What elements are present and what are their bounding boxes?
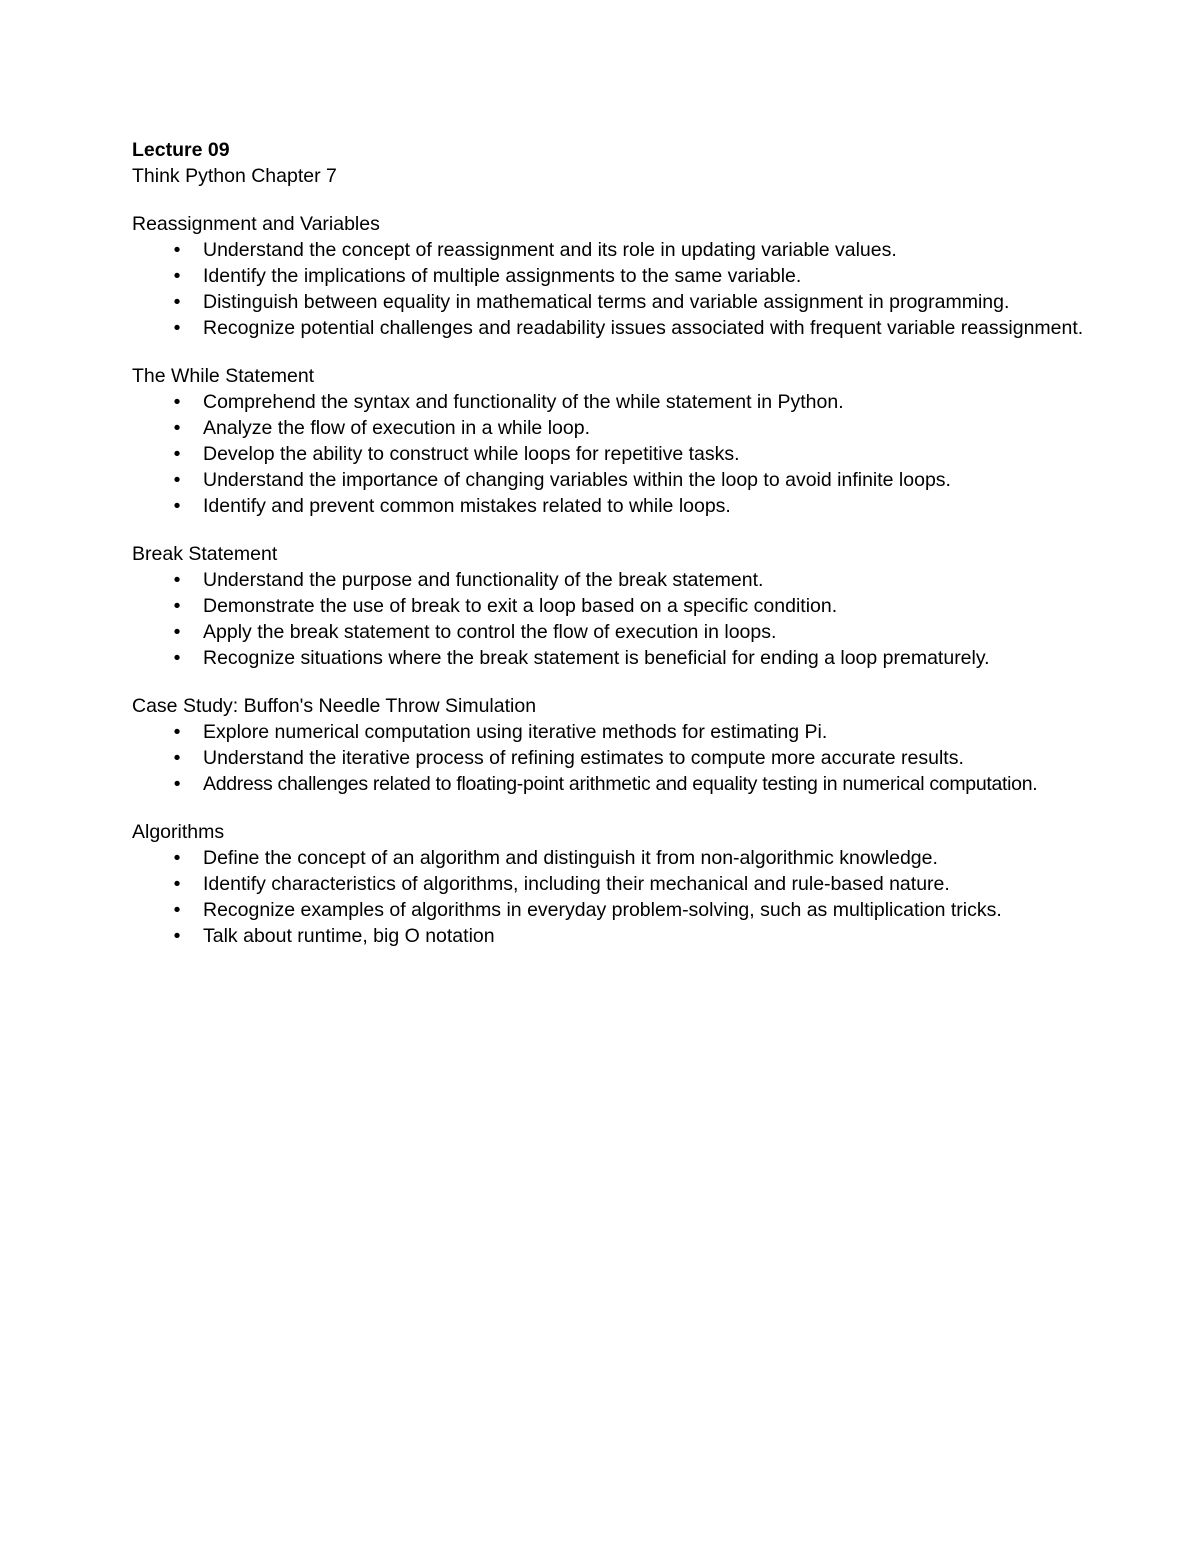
- section-heading: The While Statement: [132, 365, 315, 387]
- list-item-text: Identify and prevent common mistakes related to while loops.: [203, 495, 731, 517]
- list-item: [132, 467, 1172, 493]
- section-while-statement: [132, 363, 1172, 519]
- section-heading: Case Study: Buffon's Needle Throw Simulation: [132, 695, 537, 717]
- bullet-icon: •: [173, 569, 181, 591]
- objective-list: [132, 845, 1172, 949]
- bullet-icon: •: [173, 925, 181, 947]
- list-item: [132, 567, 1172, 593]
- bullet-icon: •: [173, 621, 181, 643]
- objective-list: [132, 237, 1172, 341]
- list-item-text: Comprehend the syntax and functionality of the while statement in Python.: [203, 391, 844, 413]
- list-item-text: Understand the concept of reassignment and its role in updating variable values.: [203, 239, 897, 261]
- list-item-text: Address challenges related to floating-point arithmetic and equality testing in numerical computation.: [203, 773, 1038, 795]
- list-item-text: Identify characteristics of algorithms, including their mechanical and rule-based nature.: [203, 873, 950, 895]
- list-item-text: Distinguish between equality in mathematical terms and variable assignment in programming.: [203, 291, 1010, 313]
- bullet-icon: •: [173, 317, 181, 339]
- bullet-icon: •: [173, 847, 181, 869]
- list-item: [132, 923, 1172, 949]
- bullet-icon: •: [173, 773, 181, 795]
- bullet-icon: •: [173, 469, 181, 491]
- list-item: [132, 263, 1172, 289]
- section-reassignment: [132, 211, 1172, 341]
- list-item: [132, 415, 1172, 441]
- objective-list: [132, 567, 1172, 671]
- list-item: [132, 871, 1172, 897]
- list-item-text: Define the concept of an algorithm and distinguish it from non-algorithmic knowledge.: [203, 847, 938, 869]
- bullet-icon: •: [173, 443, 181, 465]
- bullet-icon: •: [173, 417, 181, 439]
- list-item: [132, 845, 1172, 871]
- list-item-text: Understand the importance of changing variables within the loop to avoid infinite loops.: [203, 469, 951, 491]
- list-item: [132, 315, 1108, 341]
- bullet-icon: •: [173, 595, 181, 617]
- section-heading: Reassignment and Variables: [132, 213, 380, 235]
- list-item: [132, 237, 1172, 263]
- list-item-text: Analyze the flow of execution in a while loop.: [203, 417, 590, 439]
- bullet-icon: •: [173, 239, 181, 261]
- list-item-text: Talk about runtime, big O notation: [203, 925, 495, 947]
- list-item-text: Develop the ability to construct while loops for repetitive tasks.: [203, 443, 740, 465]
- bullet-icon: •: [173, 495, 181, 517]
- list-item-text: Understand the iterative process of refining estimates to compute more accurate results.: [203, 747, 964, 769]
- bullet-icon: •: [173, 721, 181, 743]
- list-item: [132, 645, 1172, 671]
- bullet-icon: •: [173, 873, 181, 895]
- document-subtitle: Think Python Chapter 7: [132, 165, 337, 187]
- objective-list: [132, 389, 1172, 519]
- list-item: [132, 289, 1172, 315]
- document-title: Lecture 09: [132, 139, 230, 161]
- section-heading: Break Statement: [132, 543, 278, 565]
- list-item-text: Apply the break statement to control the flow of execution in loops.: [203, 621, 777, 643]
- bullet-icon: •: [173, 291, 181, 313]
- list-item: [132, 719, 1172, 745]
- list-item: [132, 441, 1172, 467]
- list-item-text: Demonstrate the use of break to exit a loop based on a specific condition.: [203, 595, 838, 617]
- list-item-text: Recognize potential challenges and readability issues associated with frequent variable reassignment.: [203, 317, 1084, 339]
- objective-list: [132, 719, 1172, 797]
- bullet-icon: •: [173, 391, 181, 413]
- bullet-icon: •: [173, 747, 181, 769]
- list-item: [132, 745, 1172, 771]
- section-break-statement: [132, 541, 1172, 671]
- bullet-icon: •: [173, 647, 181, 669]
- document-page: [132, 137, 1172, 949]
- list-item: [132, 493, 1172, 519]
- list-item: [132, 389, 1172, 415]
- list-item: [132, 593, 1172, 619]
- list-item: [132, 897, 1172, 923]
- bullet-icon: •: [173, 899, 181, 921]
- list-item-text: Understand the purpose and functionality of the break statement.: [203, 569, 764, 591]
- list-item: [132, 619, 1172, 645]
- bullet-icon: •: [173, 265, 181, 287]
- list-item-text: Recognize examples of algorithms in everyday problem-solving, such as multiplication tricks.: [203, 899, 1002, 921]
- section-case-study: [132, 693, 1172, 797]
- section-heading: Algorithms: [132, 821, 225, 843]
- list-item-text: Recognize situations where the break statement is beneficial for ending a loop prematurely.: [203, 647, 990, 669]
- list-item-text: Explore numerical computation using iterative methods for estimating Pi.: [203, 721, 828, 743]
- section-algorithms: [132, 819, 1172, 949]
- list-item: [132, 771, 1172, 797]
- list-item-text: Identify the implications of multiple assignments to the same variable.: [203, 265, 802, 287]
